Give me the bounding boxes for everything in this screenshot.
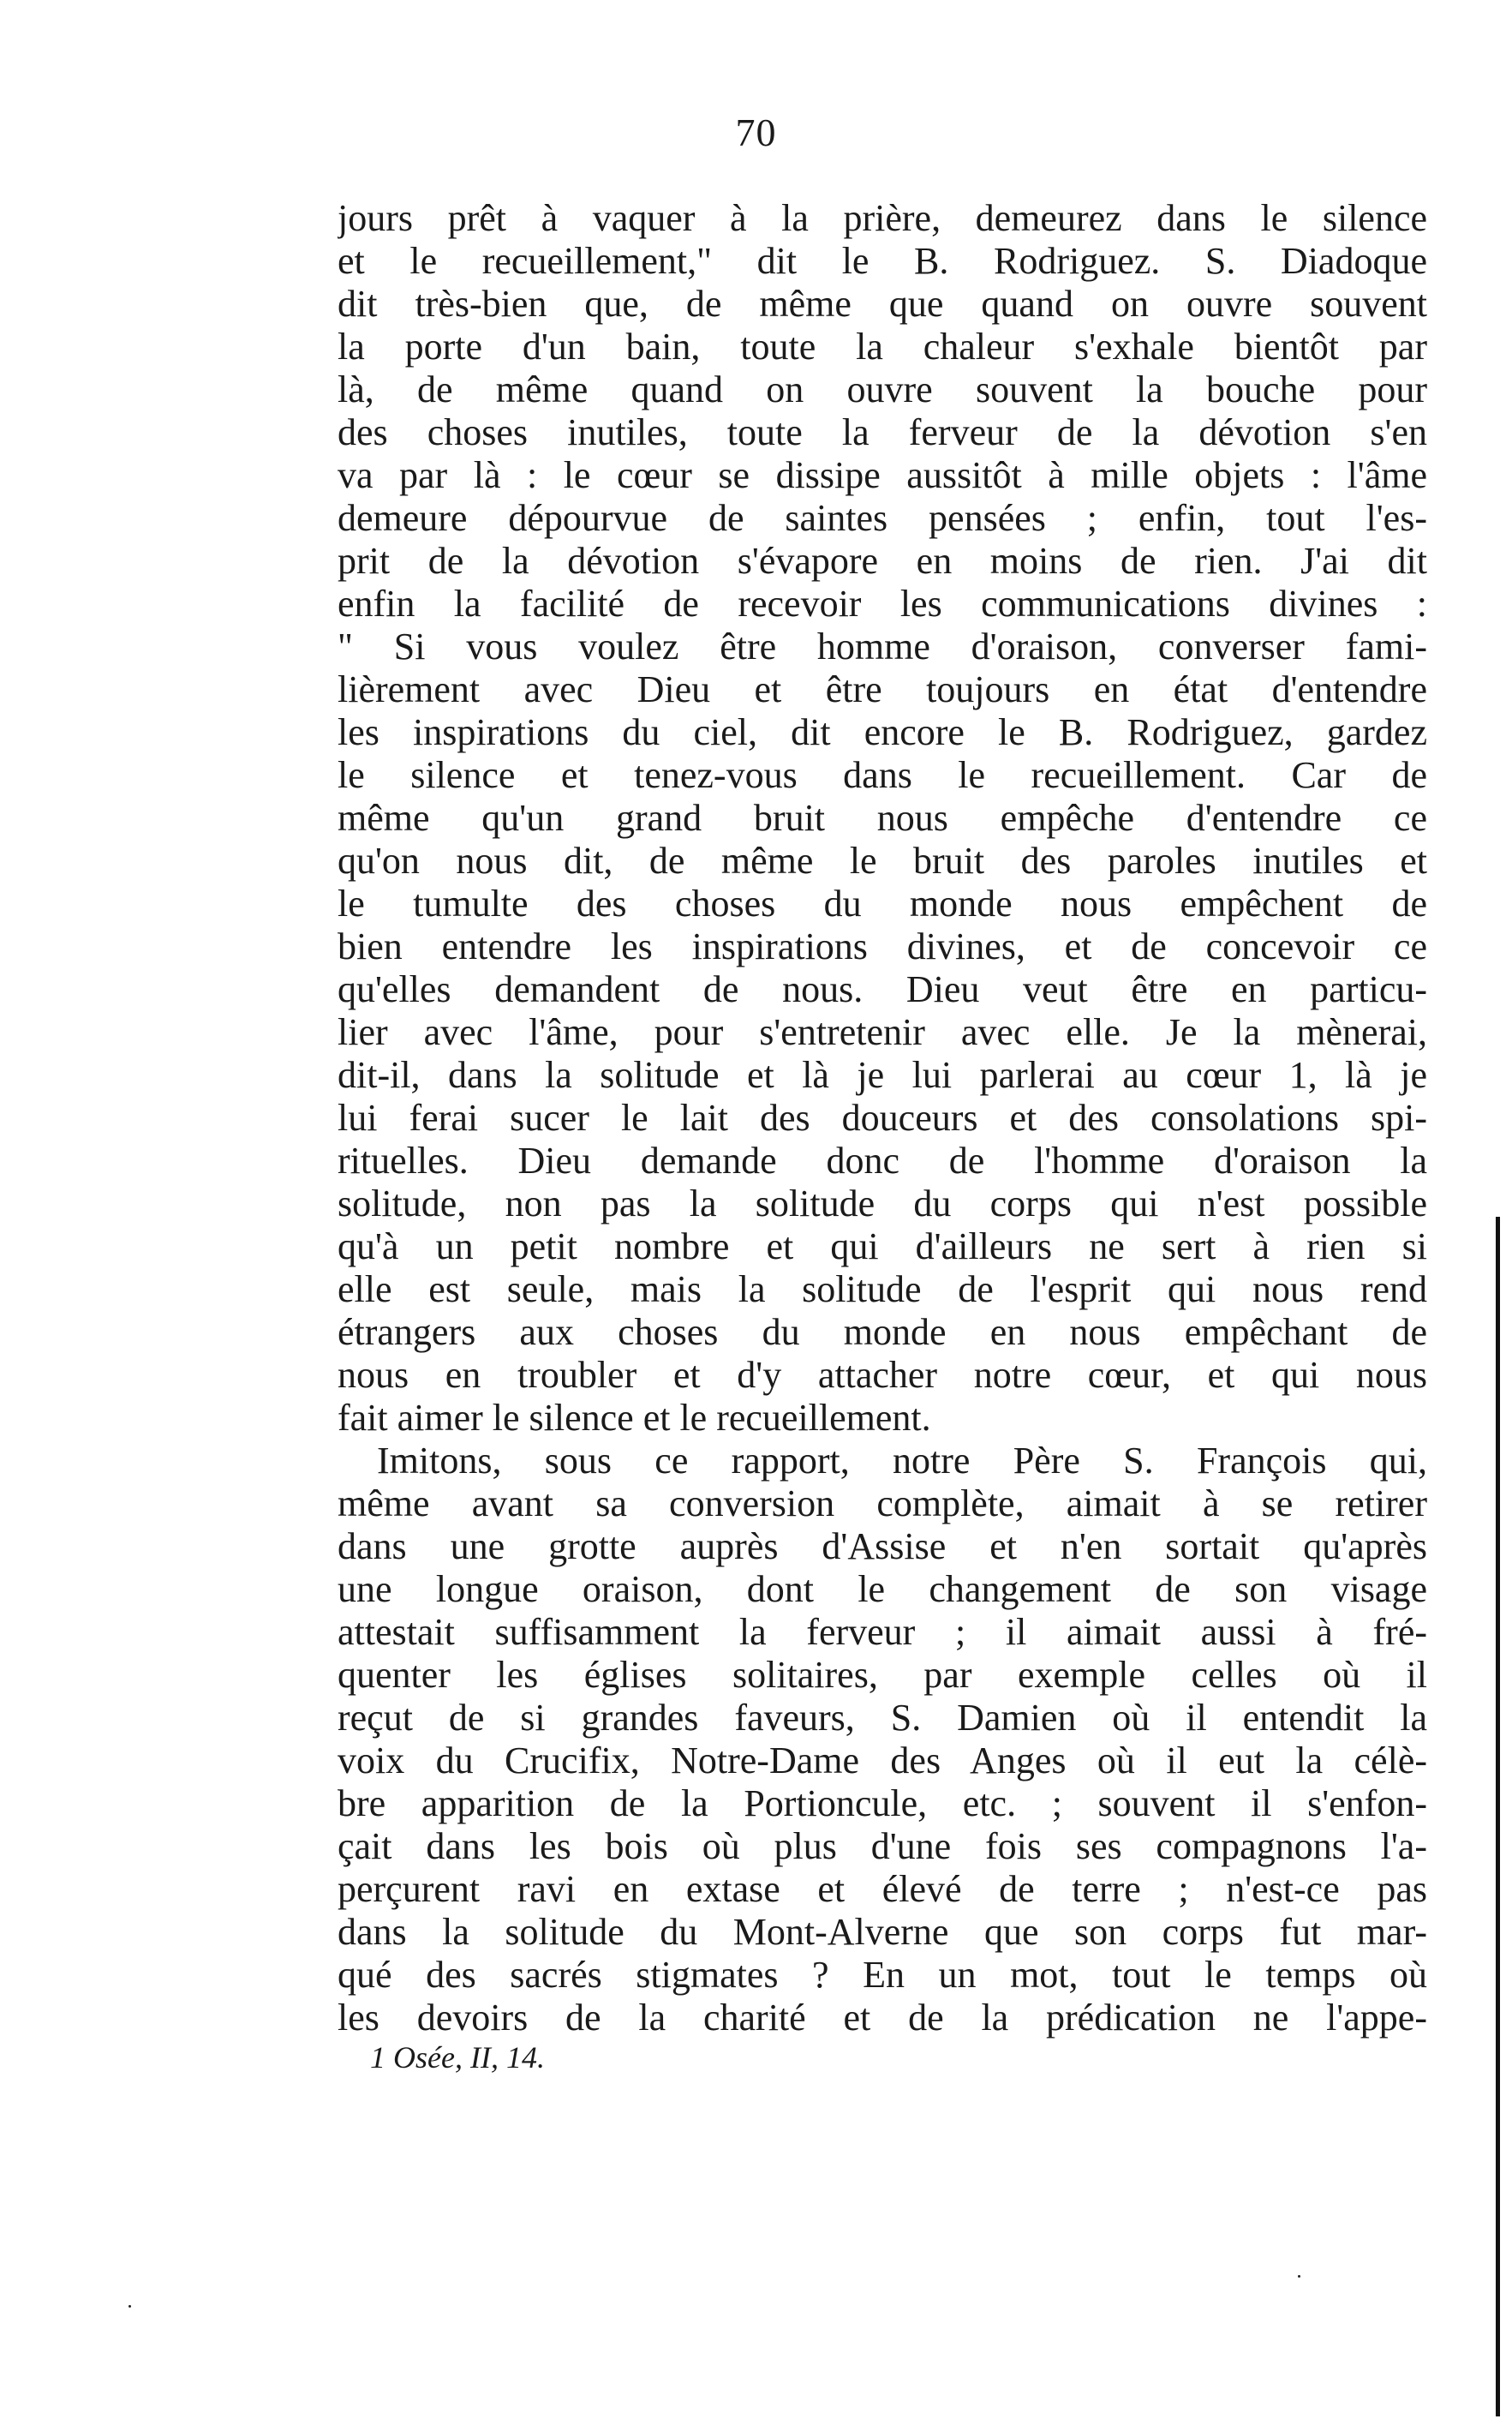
text-line: qu'à un petit nombre et qui d'ailleurs ne sert à rien si <box>338 1225 1427 1267</box>
text-line: dans la solitude du Mont-Alverne que son corps fut mar- <box>338 1911 1427 1953</box>
text-line: qu'elles demandent de nous. Dieu veut être en particu- <box>338 968 1427 1010</box>
text-line: lier avec l'âme, pour s'entretenir avec elle. Je la mènerai, <box>338 1011 1427 1053</box>
text-line: " Si vous voulez être homme d'oraison, converser fami- <box>338 626 1427 668</box>
text-line: prit de la dévotion s'évapore en moins de rien. J'ai dit <box>338 540 1427 582</box>
text-line: va par là : le cœur se dissipe aussitôt à mille objets : l'âme <box>338 454 1427 496</box>
text-line: demeure dépourvue de saintes pensées ; enfin, tout l'es- <box>338 497 1427 539</box>
text-line: des choses inutiles, toute la ferveur de la dévotion s'en <box>338 411 1427 453</box>
text-line: rituelles. Dieu demande donc de l'homme d'oraison la <box>338 1140 1427 1182</box>
text-line: attestait suffisamment la ferveur ; il aimait aussi à fré- <box>338 1611 1427 1653</box>
text-line: voix du Crucifix, Notre-Dame des Anges où il eut la célè- <box>338 1739 1427 1781</box>
footnote: 1 Osée, II, 14. <box>370 2040 545 2075</box>
text-line: même qu'un grand bruit nous empêche d'entendre ce <box>338 797 1427 839</box>
text-line: les inspirations du ciel, dit encore le B. Rodriguez, gardez <box>338 711 1427 753</box>
text-line: qué des sacrés stigmates ? En un mot, tout le temps où <box>338 1954 1427 1996</box>
text-line: dit-il, dans la solitude et là je lui parlerai au cœur 1, là je <box>338 1054 1427 1096</box>
text-line: les devoirs de la charité et de la prédication ne l'appe- <box>338 1997 1427 2039</box>
text-line: dans une grotte auprès d'Assise et n'en sortait qu'après <box>338 1525 1427 1567</box>
text-line: fait aimer le silence et le recueillement. <box>338 1397 931 1439</box>
text-line: enfin la facilité de recevoir les communications divines : <box>338 583 1427 625</box>
text-line: elle est seule, mais la solitude de l'esprit qui nous rend <box>338 1268 1427 1310</box>
text-line: nous en troubler et d'y attacher notre cœur, et qui nous <box>338 1354 1427 1396</box>
text-line: quenter les églises solitaires, par exemple celles où il <box>338 1654 1427 1696</box>
text-line: lui ferai sucer le lait des douceurs et des consolations spi- <box>338 1097 1427 1139</box>
text-line: jours prêt à vaquer à la prière, demeurez dans le silence <box>338 197 1427 239</box>
text-line: bien entendre les inspirations divines, et de concevoir ce <box>338 925 1427 967</box>
page-edge-rule <box>1496 1217 1500 2416</box>
text-line: reçut de si grandes faveurs, S. Damien où il entendit la <box>338 1697 1427 1739</box>
text-line: le silence et tenez-vous dans le recueillement. Car de <box>338 754 1427 796</box>
text-line: le tumulte des choses du monde nous empêchent de <box>338 883 1427 925</box>
text-line: qu'on nous dit, de même le bruit des paroles inutiles et <box>338 840 1427 882</box>
page-number: 70 <box>735 111 777 154</box>
text-line: même avant sa conversion complète, aimait à se retirer <box>338 1482 1427 1524</box>
text-line: et le recueillement," dit le B. Rodriguez. S. Diadoque <box>338 240 1427 282</box>
text-line: la porte d'un bain, toute la chaleur s'exhale bientôt par <box>338 326 1427 368</box>
text-line: étrangers aux choses du monde en nous empêchant de <box>338 1311 1427 1353</box>
text-line: une longue oraison, dont le changement de son visage <box>338 1568 1427 1610</box>
text-line: bre apparition de la Portioncule, etc. ; souvent il s'enfon- <box>338 1782 1427 1824</box>
scan-speck <box>128 2305 131 2308</box>
body-text <box>338 197 1427 2039</box>
text-line: là, de même quand on ouvre souvent la bouche pour <box>338 368 1427 410</box>
scan-speck <box>1298 2275 1300 2278</box>
text-line: perçurent ravi en extase et élevé de terre ; n'est-ce pas <box>338 1868 1427 1910</box>
text-line: Imitons, sous ce rapport, notre Père S. François qui, <box>377 1440 1427 1482</box>
text-line: solitude, non pas la solitude du corps qui n'est possible <box>338 1183 1427 1224</box>
text-line: çait dans les bois où plus d'une fois ses compagnons l'a- <box>338 1825 1427 1867</box>
text-line: dit très-bien que, de même que quand on ouvre souvent <box>338 283 1427 325</box>
text-line: lièrement avec Dieu et être toujours en état d'entendre <box>338 668 1427 710</box>
